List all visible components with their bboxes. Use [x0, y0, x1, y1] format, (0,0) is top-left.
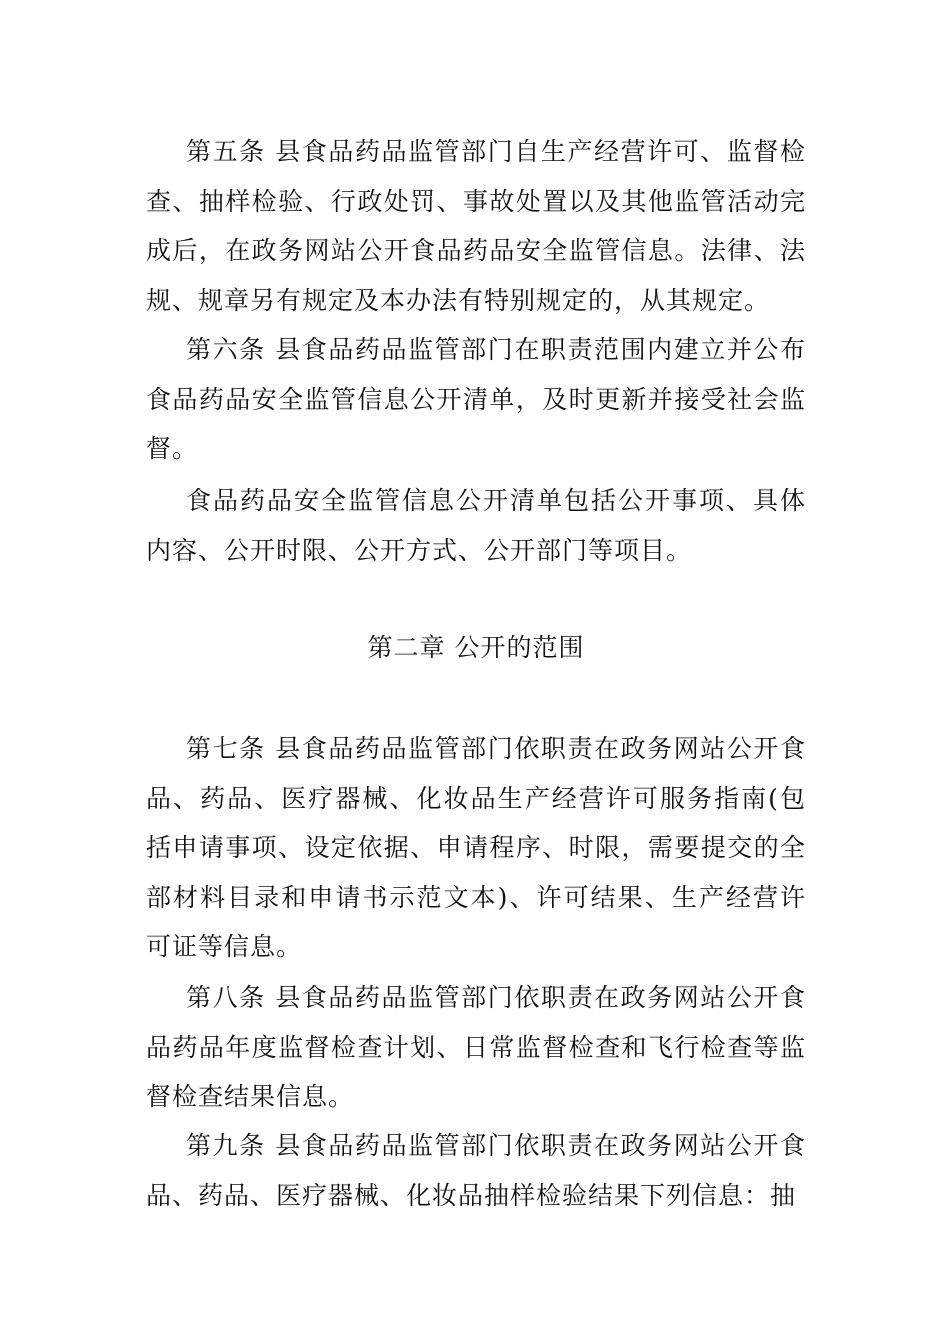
chapter-heading: 第二章 公开的范围: [367, 633, 585, 662]
article-8-paragraph: 第八条 县食品药品监管部门依职责在政务网站公开食品药品年度监督检查计划、日常监督检查和飞行检查等监督检查结果信息。: [146, 983, 806, 1111]
article-9-paragraph: 第九条 县食品药品监管部门依职责在政务网站公开食品、药品、医疗器械、化妆品抽样检验结果下列信息：抽: [146, 1131, 806, 1210]
disclosure-list-paragraph: 食品药品安全监管信息公开清单包括公开事项、具体内容、公开时限、公开方式、公开部门等项目。: [146, 486, 806, 565]
article-6-paragraph: 第六条 县食品药品监管部门在职责范围内建立并公布食品药品安全监管信息公开清单，及时更新并接受社会监督。: [146, 335, 806, 463]
article-5-paragraph: 第五条 县食品药品监管部门自生产经营许可、监督检查、抽样检验、行政处罚、事故处置以及其他监管活动完成后，在政务网站公开食品药品安全监管信息。法律、法规、规章另有规定及本办法有特别规定的，从其规定。: [146, 137, 806, 315]
article-7-paragraph: 第七条 县食品药品监管部门依职责在政务网站公开食品、药品、医疗器械、化妆品生产经营许可服务指南(包括申请事项、设定依据、申请程序、时限，需要提交的全部材料目录和申请书示范文本)、许可结果、生产经营许可证等信息。: [146, 734, 806, 961]
